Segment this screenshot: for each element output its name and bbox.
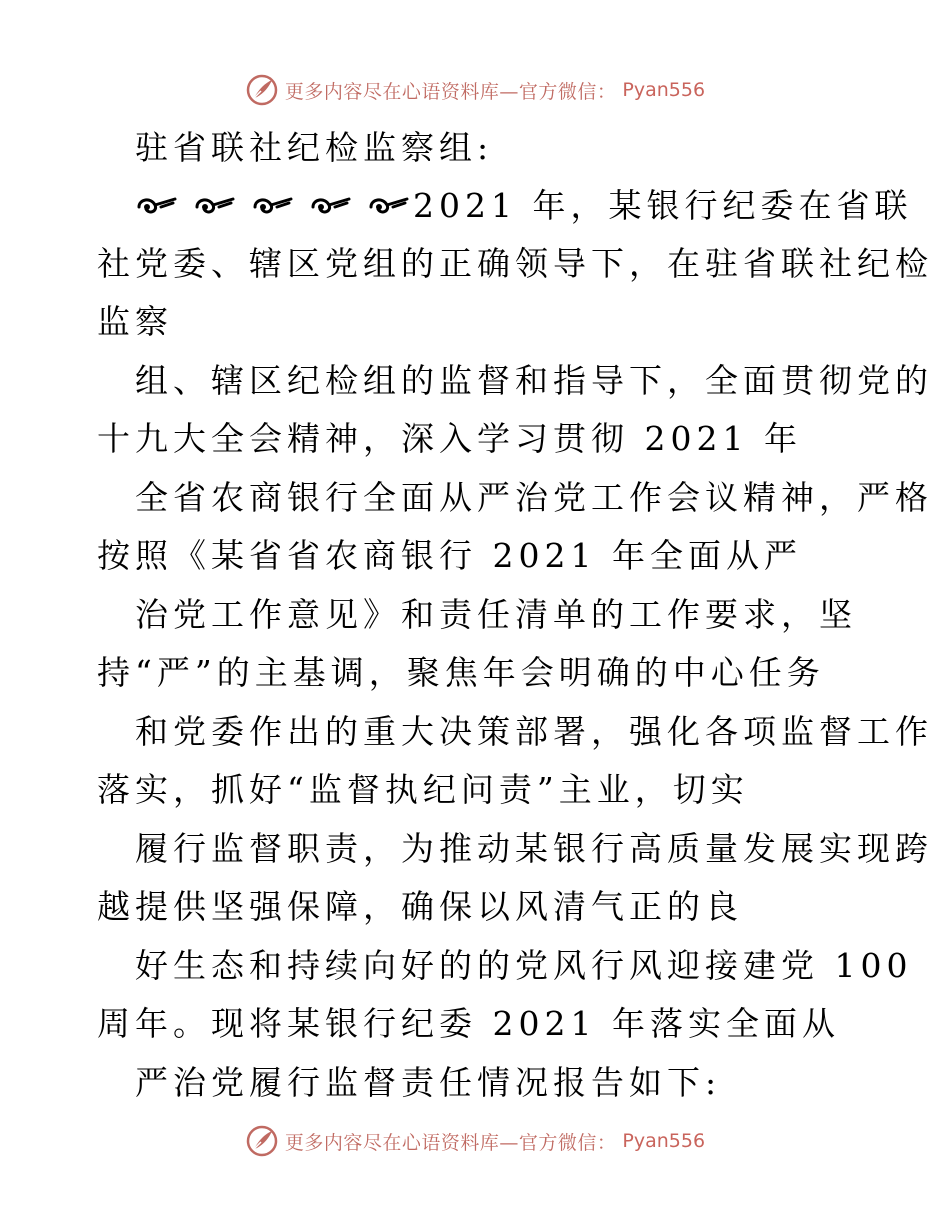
watermark-text: 更多内容尽在心语资料库—官方微信： bbox=[284, 80, 617, 103]
paragraph-line-1 bbox=[135, 186, 912, 226]
paragraph-line-5: 十九大全会精神，深入学习贯彻 2021 年 bbox=[97, 419, 802, 458]
salutation: 驻省联社纪检监察组: bbox=[135, 128, 494, 167]
header-watermark bbox=[0, 70, 950, 110]
paragraph-line-14: 好生态和持续向好的的党风行风迎接建党 100 bbox=[135, 946, 913, 985]
feather-pen-logo-icon bbox=[245, 1124, 279, 1158]
watermark-text: 更多内容尽在心语资料库—官方微信： bbox=[284, 1131, 617, 1154]
footer-watermark bbox=[0, 1121, 950, 1161]
decorative-swirl-icon bbox=[135, 193, 179, 219]
feather-pen-logo-icon bbox=[245, 73, 279, 107]
watermark-wechat-id: Pyan556 bbox=[622, 79, 706, 101]
paragraph-line-4: 组、辖区纪检组的监督和指导下，全面贯彻党的 bbox=[135, 361, 933, 400]
paragraph-line-3: 监察 bbox=[97, 302, 173, 341]
decorative-swirl-icon bbox=[367, 193, 411, 219]
decorative-swirl-icon bbox=[193, 193, 237, 219]
watermark-wechat-id: Pyan556 bbox=[622, 1130, 706, 1152]
paragraph-line-2: 社党委、辖区党组的正确领导下，在驻省联社纪检 bbox=[97, 244, 933, 283]
paragraph-line-15: 周年。现将某银行纪委 2021 年落实全面从 bbox=[97, 1004, 840, 1043]
decorative-swirl-icon bbox=[309, 193, 353, 219]
paragraph-line-11: 落实，抓好“监督执纪问责”主业，切实 bbox=[97, 770, 749, 809]
ornament-row bbox=[135, 193, 411, 219]
paragraph-line-16: 严治党履行监督责任情况报告如下: bbox=[135, 1063, 722, 1102]
paragraph-line-8: 治党工作意见》和责任清单的工作要求，坚 bbox=[135, 595, 857, 634]
paragraph-line-10: 和党委作出的重大决策部署，强化各项监督工作 bbox=[135, 712, 933, 751]
paragraph-line-9: 持“严”的主基调，聚焦年会明确的中心任务 bbox=[97, 653, 825, 692]
decorative-swirl-icon bbox=[251, 193, 295, 219]
paragraph-line-6: 全省农商银行全面从严治党工作会议精神，严格 bbox=[135, 478, 933, 517]
paragraph-line-7: 按照《某省省农商银行 2021 年全面从严 bbox=[97, 536, 802, 575]
paragraph-line-13: 越提供坚强保障，确保以风清气正的良 bbox=[97, 887, 743, 926]
paragraph-line-1-text: 2021 年，某银行纪委在省联 bbox=[413, 186, 913, 225]
paragraph-line-12: 履行监督职责，为推动某银行高质量发展实现跨 bbox=[135, 829, 933, 868]
